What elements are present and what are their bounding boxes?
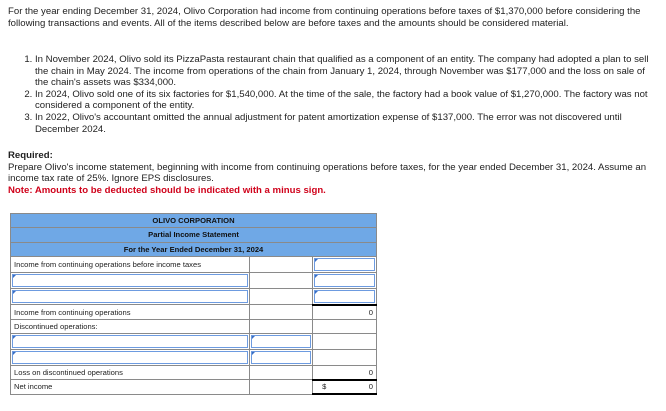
table-row (11, 365, 377, 379)
statement-title: Partial Income Statement (11, 228, 377, 242)
list-item: 1. In November 2024, Olivo sold its PizzaPasta restaurant chain that qualified as a component of an entity. The company had adopted a plan to sell the chain in May 2024. The income from operations of the chain from January 1, 2024, through November was $177,000 and the loss on sale of the chain's assets was $334,000. (35, 54, 660, 89)
statement-period: For the Year Ended December 31, 2024 (11, 242, 377, 256)
label-input[interactable] (11, 272, 250, 288)
amount-input[interactable] (313, 272, 377, 288)
row-label: Income from continuing operations (11, 305, 250, 319)
company-name: OLIVO CORPORATION (11, 214, 377, 228)
table-row (11, 256, 377, 272)
table-row (11, 380, 377, 394)
loss-discontinued-value: 0 (313, 365, 377, 379)
net-income-cell (313, 380, 377, 394)
table-row (11, 288, 377, 305)
amount-input[interactable] (313, 256, 377, 272)
table-row (11, 272, 377, 288)
intro-text: For the year ending December 31, 2024, Olivo Corporation had income from continuing operations before taxes of $1,370,000 before considering the following transactions and events. All of the items described below are before taxes and the amounts should be considered material. (8, 6, 641, 29)
required-section (8, 150, 658, 196)
net-income-value: 0 (368, 382, 373, 392)
amount-input[interactable] (313, 288, 377, 305)
list-item: 3. In 2022, Olivo's accountant omitted the annual adjustment for patent amortization expense of $137,000. The error was not discovered until December 2024. (35, 112, 660, 135)
currency-symbol: $ (322, 382, 327, 392)
transactions-list (8, 54, 660, 135)
income-continuing-value: 0 (313, 305, 377, 319)
amount-input[interactable] (250, 333, 313, 349)
income-statement-table (10, 213, 377, 395)
list-item: 2. In 2024, Olivo sold one of its six factories for $1,540,000. At the time of the sale, the factory had a book value of $1,270,000. The factory was not considered a component of the entity. (35, 89, 660, 112)
label-input[interactable] (11, 333, 250, 349)
label-input[interactable] (11, 288, 250, 305)
required-text: Prepare Olivo's income statement, beginning with income from continuing operations before taxes, for the year ended December 31, 2024. Assume an income tax rate of 25%. Ignore EPS disclosures. (8, 161, 647, 185)
table-row (11, 349, 377, 365)
table-row (11, 333, 377, 349)
amount-input[interactable] (250, 349, 313, 365)
row-label: Loss on discontinued operations (11, 365, 250, 379)
table-row (11, 319, 377, 333)
row-label: Discontinued operations: (11, 319, 250, 333)
table-row (11, 305, 377, 319)
required-label: Required: (8, 150, 53, 161)
note-text: Note: Amounts to be deducted should be indicated with a minus sign. (8, 184, 326, 196)
label-input[interactable] (11, 349, 250, 365)
row-label: Income from continuing operations before income taxes (11, 256, 250, 272)
row-label: Net income (11, 380, 250, 394)
